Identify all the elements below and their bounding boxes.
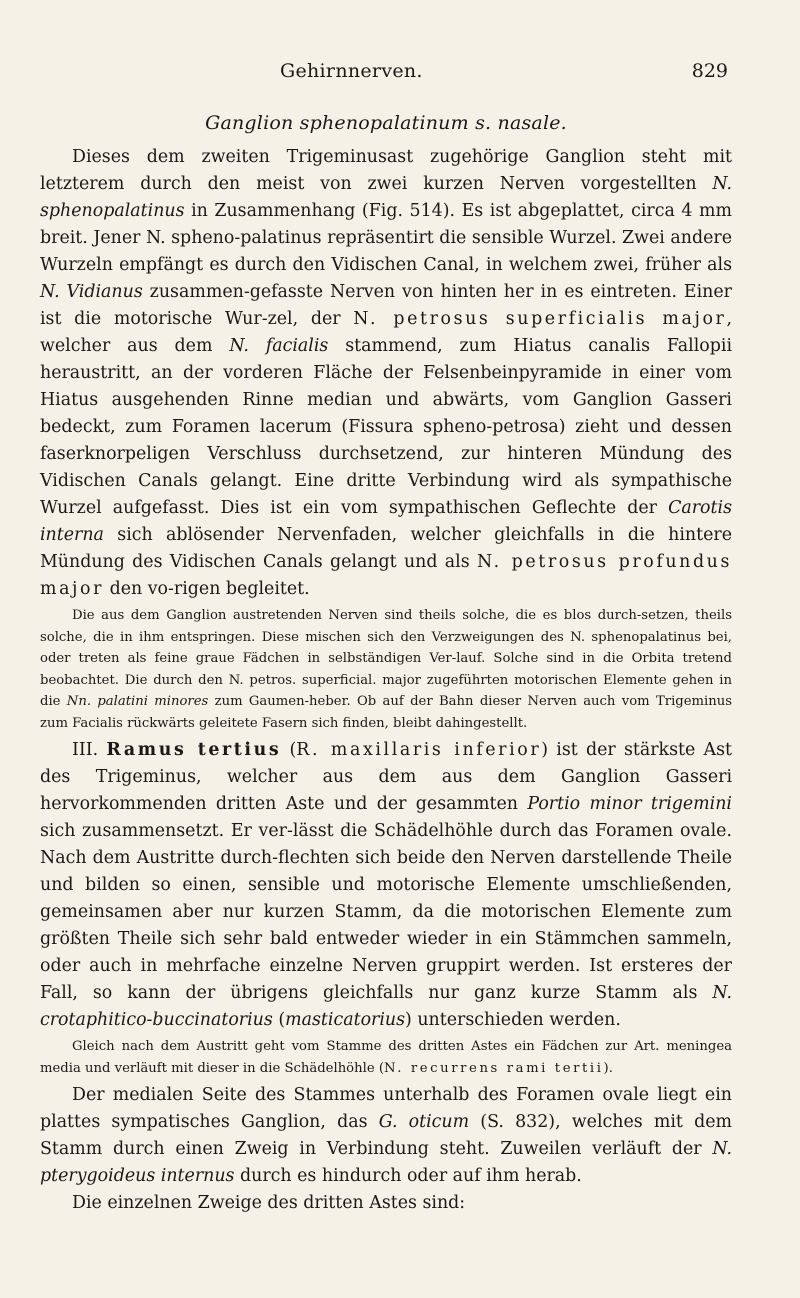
- paragraph-ganglion-sphenopalatinum: Dieses dem zweiten Trigeminusast zugehörige Ganglion steht mit letzterem durch den meist von zwei kurzen Nerven vorgestellten N. sphenopalatinus in Zusammenhang (Fig. 514). Es ist abgeplattet, circa 4 mm breit. Jener N. spheno-palatinus repräsentirt die sensible Wurzel. Zwei andere Wurzeln empfängt es durch den Vidischen Canal, in welchem zwei, früher als N. Vidianus zusammen-gefasste Nerven von hinten her in es eintreten. Einer ist die motorische Wur-zel, der N. petrosus superficialis major, welcher aus dem N. facialis stammend, zum Hiatus canalis Fallopii heraustritt, an der vorderen Fläche der Felsenbeinpyramide in einer vom Hiatus ausgehenden Rinne median und abwärts, vom Ganglion Gasseri bedeckt, zum Foramen lacerum (Fissura spheno-petrosa) zieht und dessen faserknorpeligen Verschluss durchsetzend, zur hinteren Mündung des Vidischen Canals gelangt. Eine dritte Verbindung wird als sympathische Wurzel aufgefasst. Dies ist ein vom sympathischen Geflechte der Carotis interna sich ablösender Nervenfaden, welcher gleichfalls in die hintere Mündung des Vidischen Canals gelangt und als N. petrosus profundus major den vo-rigen begleitet.: [40, 147, 733, 599]
- section-title: Ganglion sphenopalatinum s. nasale.: [205, 112, 567, 134]
- note-recurrens: Gleich nach dem Austritt geht vom Stamme des dritten Astes ein Fädchen zur Art. meningea media und verläuft mit dieser in die Schädelhöhle (N. recurrens rami tertii).: [40, 1039, 732, 1076]
- paragraph-branches-intro: Die einzelnen Zweige des dritten Astes sind:: [72, 1193, 466, 1213]
- running-head: [112, 60, 728, 86]
- page-content: [40, 104, 732, 1217]
- running-title: Gehirnnerven.: [280, 60, 423, 82]
- paragraph-ramus-tertius: III. Ramus tertius (R. maxillaris inferior) ist der stärkste Ast des Trigeminus, welcher aus dem aus dem Ganglion Gasseri hervorkommenden dritten Aste und der gesammten Portio minor trigemini sich zusammensetzt. Er ver-lässt die Schädelhöhle durch das Foramen ovale. Nach dem Austritte durch-flechten sich beide den Nerven darstellende Theile und bilden so einen, sensible und motorische Elemente umschließenden, gemeinsamen aber nur kurzen Stamm, da die motorischen Elemente zum größten Theile sich sehr bald entweder wieder in ein Stämmchen sammeln, oder auch in mehrfache einzelne Nerven gruppirt werden. Ist ersteres der Fall, so kann der übrigens gleichfalls nur ganz kurze Stamm als N. crotaphitico-buccinatorius (masticatorius) unterschieden werden.: [40, 740, 732, 1030]
- note-ganglion-nerves: Die aus dem Ganglion austretenden Nerven sind theils solche, die es blos durch-setzen, theils solche, die in ihm entspringen. Diese mischen sich den Verzweigungen des N. sphenopalatinus bei, oder treten als feine graue Fädchen in selbständigen Ver-lauf. Solche sind in die Orbita tretend beobachtet. Die durch den N. petros. superficial. major zugeführten motorischen Elemente gehen in die Nn. palatini minores zum Gaumen-heber. Ob auf der Bahn dieser Nerven auch vom Trigeminus zum Facialis rückwärts geleitete Fasern sich finden, bleibt dahingestellt.: [40, 608, 733, 731]
- page-number: 829: [691, 60, 728, 82]
- paragraph-ganglion-oticum: Der medialen Seite des Stammes unterhalb des Foramen ovale liegt ein plattes sympatisches Ganglion, das G. oticum (S. 832), welches mit dem Stamm durch einen Zweig in Verbindung steht. Zuweilen verläuft der N. pterygoideus internus durch es hindurch oder auf ihm herab.: [40, 1085, 732, 1186]
